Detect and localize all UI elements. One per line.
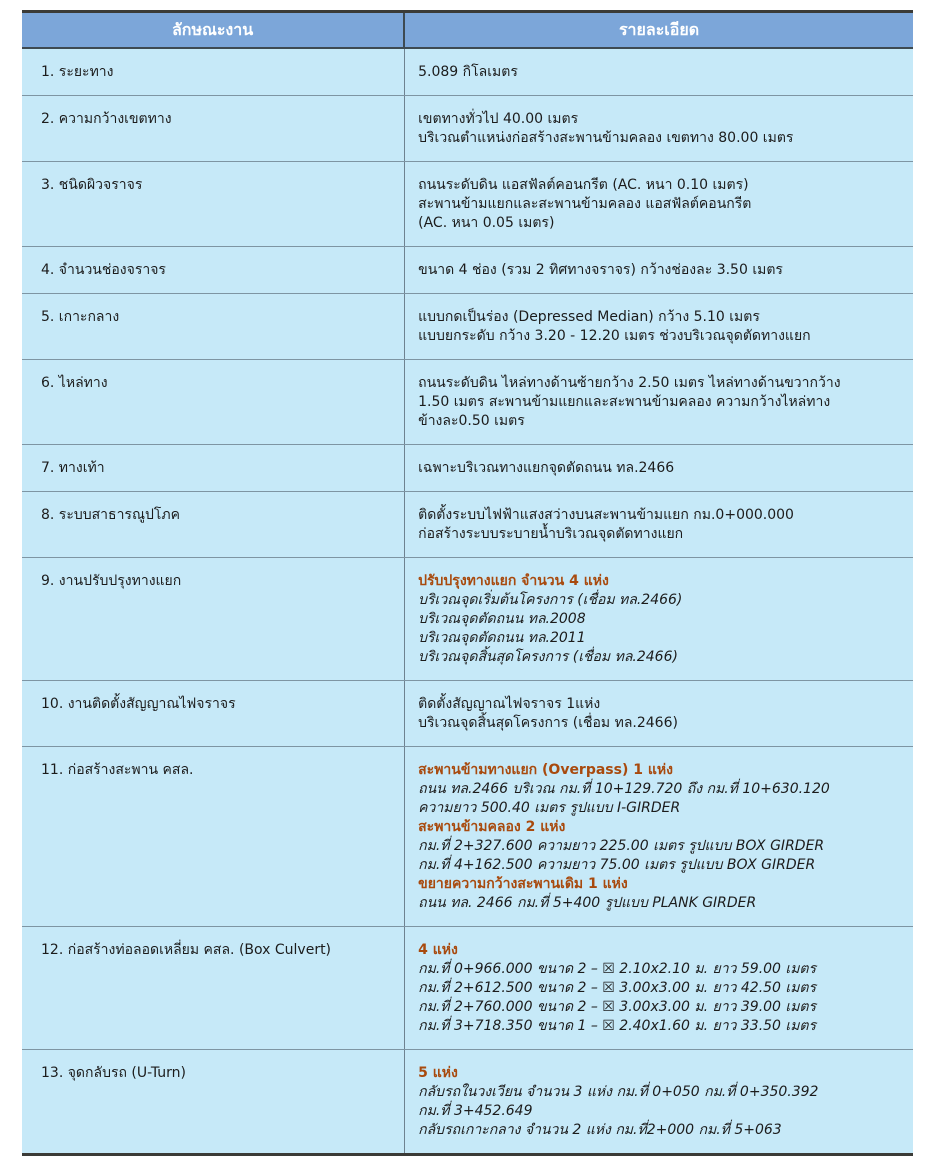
row-label: 8. ระบบสาธารณูปโภค [22,492,405,557]
detail-line: ถนน ทล.2466 บริเวณ กม.ที่ 10+129.720 ถึง กม.ที่ 10+630.120 [418,781,830,797]
detail-line: ติดตั้งระบบไฟฟ้าแสงสว่างบนสะพานข้ามแยก กม.0+000.000 [418,507,794,523]
row-details [405,681,913,746]
table-row [22,492,913,558]
row-label: 4. จำนวนช่องจราจร [22,247,405,293]
detail-line: ถนน ทล. 2466 กม.ที่ 5+400 รูปแบบ PLANK GIRDER [418,895,757,911]
spec-table [22,10,913,1156]
detail-line: กลับรถเกาะกลาง จำนวน 2 แห่ง กม.ที่2+000 กม.ที่ 5+063 [418,1122,782,1138]
detail-line: ขยายความกว้างสะพานเดิม 1 แห่ง [418,876,628,892]
detail-line: ก่อสร้างระบบระบายน้ำบริเวณจุดตัดทางแยก [418,526,684,542]
table-row [22,49,913,96]
detail-line: 5.089 กิโลเมตร [418,64,518,80]
detail-line: กม.ที่ 3+452.649 [418,1103,533,1119]
detail-line: ขนาด 4 ช่อง (รวม 2 ทิศทางจราจร) กว้างช่องละ 3.50 เมตร [418,262,783,278]
detail-line: ติดตั้งสัญญาณไฟจราจร 1แห่ง [418,696,601,712]
row-details [405,96,913,161]
detail-line: สะพานข้ามคลอง 2 แห่ง [418,819,566,835]
detail-line: เขตทางทั่วไป 40.00 เมตร [418,111,579,127]
row-details [405,360,913,444]
detail-line: บริเวณจุดตัดถนน ทล.2011 [418,630,586,646]
detail-line: บริเวณจุดตัดถนน ทล.2008 [418,611,586,627]
table-row [22,247,913,294]
table-row [22,162,913,247]
row-label: 6. ไหล่ทาง [22,360,405,444]
row-label: 1. ระยะทาง [22,49,405,95]
table-row [22,1050,913,1153]
detail-line: กม.ที่ 4+162.500 ความยาว 75.00 เมตร รูปแบบ BOX GIRDER [418,857,816,873]
row-details [405,49,913,95]
row-label: 10. งานติดตั้งสัญญาณไฟจราจร [22,681,405,746]
row-details [405,747,913,926]
detail-line: แบบกดเป็นร่อง (Depressed Median) กว้าง 5.10 เมตร [418,309,760,325]
table-header-row [22,13,913,49]
row-label: 2. ความกว้างเขตทาง [22,96,405,161]
detail-line: บริเวณจุดเริ่มต้นโครงการ (เชื่อม ทล.2466) [418,592,683,608]
detail-line: บริเวณตำแหน่งก่อสร้างสะพานข้ามคลอง เขตทาง 80.00 เมตร [418,130,794,146]
detail-line: กม.ที่ 2+760.000 ขนาด 2 – ☒ 3.00x3.00 ม. ยาว 39.00 เมตร [418,999,817,1015]
row-label: 13. จุดกลับรถ (U-Turn) [22,1050,405,1153]
header-col-details: รายละเอียด [618,20,700,39]
row-label: 12. ก่อสร้างท่อลอดเหลี่ยม คสล. (Box Culvert) [22,927,405,1049]
table-row [22,294,913,360]
detail-line: แบบยกระดับ กว้าง 3.20 - 12.20 เมตร ช่วงบริเวณจุดตัดทางแยก [418,328,811,344]
detail-line: ถนนระดับดิน ไหล่ทางด้านซ้ายกว้าง 2.50 เมตร ไหล่ทางด้านขวากว้าง [418,375,841,391]
row-details [405,1050,913,1153]
table-row [22,681,913,747]
detail-line: ข้างละ0.50 เมตร [418,413,525,429]
row-details [405,927,913,1049]
row-details [405,445,913,491]
table-row [22,360,913,445]
detail-line: ถนนระดับดิน แอสฟัลต์คอนกรีต (AC. หนา 0.10 เมตร) [418,177,749,193]
row-details [405,492,913,557]
row-details [405,558,913,680]
row-details [405,247,913,293]
detail-line: เฉพาะบริเวณทางแยกจุดตัดถนน ทล.2466 [418,460,675,476]
row-label: 11. ก่อสร้างสะพาน คสล. [22,747,405,926]
detail-line: บริเวณจุดสิ้นสุดโครงการ (เชื่อม ทล.2466) [418,715,678,731]
detail-line: (AC. หนา 0.05 เมตร) [418,215,555,231]
detail-line: สะพานข้ามแยกและสะพานข้ามคลอง แอสฟัลต์คอนกรีต [418,196,752,212]
detail-line: ความยาว 500.40 เมตร รูปแบบ I-GIRDER [418,800,681,816]
detail-line: กม.ที่ 3+718.350 ขนาด 1 – ☒ 2.40x1.60 ม. ยาว 33.50 เมตร [418,1018,817,1034]
table-row [22,96,913,162]
table-row [22,558,913,681]
row-details [405,294,913,359]
detail-line: 4 แห่ง [418,942,458,958]
detail-line: สะพานข้ามทางแยก (Overpass) 1 แห่ง [418,762,673,778]
header-col-work-type: ลักษณะงาน [22,13,405,47]
detail-line: กม.ที่ 0+966.000 ขนาด 2 – ☒ 2.10x2.10 ม. ยาว 59.00 เมตร [418,961,817,977]
detail-line: กม.ที่ 2+327.600 ความยาว 225.00 เมตร รูปแบบ BOX GIRDER [418,838,825,854]
table-row [22,445,913,492]
detail-line: 1.50 เมตร สะพานข้ามแยกและสะพานข้ามคลอง ความกว้างไหล่ทาง [418,394,831,410]
row-label: 5. เกาะกลาง [22,294,405,359]
detail-line: กม.ที่ 2+612.500 ขนาด 2 – ☒ 3.00x3.00 ม. ยาว 42.50 เมตร [418,980,817,996]
row-label: 7. ทางเท้า [22,445,405,491]
table-body [22,49,913,1153]
detail-line: กลับรถในวงเวียน จำนวน 3 แห่ง กม.ที่ 0+050 กม.ที่ 0+350.392 [418,1084,819,1100]
detail-line: ปรับปรุงทางแยก จำนวน 4 แห่ง [418,573,609,589]
table-row [22,747,913,927]
detail-line: บริเวณจุดสิ้นสุดโครงการ (เชื่อม ทล.2466) [418,649,678,665]
row-details [405,162,913,246]
detail-line: 5 แห่ง [418,1065,458,1081]
table-row [22,927,913,1050]
row-label: 9. งานปรับปรุงทางแยก [22,558,405,680]
row-label: 3. ชนิดผิวจราจร [22,162,405,246]
